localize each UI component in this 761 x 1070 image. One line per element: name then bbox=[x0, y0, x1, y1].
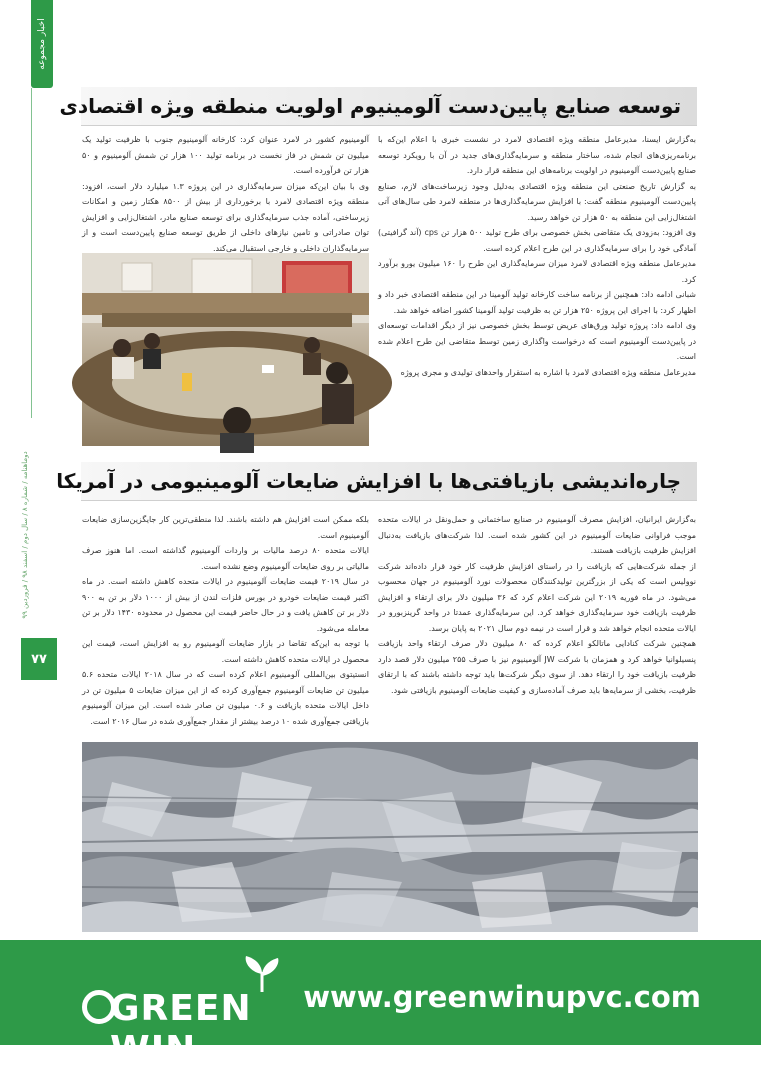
article2-title: چاره‌اندیشی بازیافتی‌ها با افزایش ضایعات آلومینیومی در آمریکا bbox=[56, 469, 681, 493]
paragraph: شبانی ادامه داد: همچنین از برنامه ساخت کارخانه تولید آلومینا در این منطقه اقتصادی خبر داد و اظهار کرد: با اجرای این پروژه ۲۵۰ هزار تن به ظرفیت تولید آلومینا کشور اضافه خواهد شد. bbox=[378, 290, 696, 315]
paragraph: در سال ۲۰۱۹ قیمت ضایعات آلومینیوم در ایالات متحده کاهش داشته است. در ماه اکتبر قیمت ضایعات خودرو در بورس فلزات لندن از بیش از ۱۰۰۰ دلار بر تن به ۹۰۰ دلار بر تن کاهش یافت و در حال حاضر قیمت این محصول در محدوده ۱۴۳۰ دلار بر تن معامله می‌شود. bbox=[82, 577, 369, 633]
paragraph: وی با بیان این‌که میزان سرمایه‌گذاری در این پروژه ۱.۳ میلیارد دلار است، افزود: منطقه ویژه اقتصادی لامرد با برخورداری از بیش از ۸۵۰۰ هکتار زمین و امکانات زیرساختی، آماده جذب سرمایه‌گذاری برای توسعه صنایع مادر، اشتغال‌زایی و افزایش توان صادراتی و تامین نیازهای داخلی از طریق توسعه صنایع پایین‌دست است و از سرمایه‌گذاران داخلی و خارجی استقبال می‌کند. bbox=[82, 181, 369, 253]
issue-note bbox=[18, 430, 32, 640]
website-url[interactable]: www.greenwinupvc.com bbox=[303, 980, 701, 1014]
paragraph: به‌گزارش ایسنا، مدیرعامل منطقه ویژه اقتصادی لامرد در نشست خبری با اعلام این‌که با برنامه‌ریزی‌های انجام شده، ساختار منطقه و سرمایه‌گذاری‌های جدید در آن با رویکرد توسعه صنایع پایین‌دست آلومینیوم در اولویت برنامه‌های این منطقه قرار دارد. bbox=[378, 135, 696, 175]
brand-logo bbox=[82, 958, 302, 1070]
paragraph: آلومینیوم کشور در لامرد عنوان کرد: کارخانه آلومینیوم جنوب با ظرفیت تولید یک میلیون تن شمش در فاز نخست در برنامه تولید ۱۰۰ هزار تن شمش آلومینیوم و ۵۰ هزار تن فرآورده است. bbox=[82, 135, 369, 175]
paragraph: بلکه ممکن است افزایش هم داشته باشند. لذا منطقی‌ترین کار جایگزین‌سازی ضایعات آلومینیوم است. bbox=[82, 515, 369, 540]
article1-title: توسعه صنایع پایین‌دست آلومینیوم اولویت منطقه ویژه اقتصادی bbox=[59, 94, 681, 118]
scrap-aluminum-illustration bbox=[82, 742, 698, 932]
page-number: ۷۷ bbox=[21, 638, 57, 680]
article1-title-bar bbox=[59, 87, 697, 126]
paragraph: وی ادامه داد: پروژه تولید ورق‌های عریض توسط بخش خصوصی نیز از دیگر اقدامات توسعه‌ای در پایین‌دست آلومینیوم است که درخواست واگذاری زمین توسط متقاضی این طرح اعلام شده است. bbox=[378, 321, 696, 361]
paragraph: مدیرعامل منطقه ویژه اقتصادی لامرد میزان سرمایه‌گذاری این طرح را ۱۶۰ میلیون یورو برآورد کرد. bbox=[378, 259, 696, 284]
advertisement-banner bbox=[0, 940, 761, 1070]
paragraph: با توجه به این‌که تقاضا در بازار ضایعات آلومینیوم رو به افزایش است، قیمت این محصول در ایالات متحده کاهش داشته است. bbox=[82, 639, 369, 664]
section-tab-label: اخبار مجموعه bbox=[37, 18, 47, 70]
meeting-photo bbox=[82, 253, 369, 446]
paragraph: ایالات متحده ۸۰ درصد مالیات بر واردات آلومینیوم گذاشته است. اما هنوز صرف مالیاتی بر روی ضایعات آلومینیوم وضع نشده است. bbox=[82, 546, 369, 571]
scrap-aluminum-photo bbox=[82, 742, 698, 932]
brand-name: GREEN WIN bbox=[110, 988, 252, 1070]
article2-title-bar bbox=[56, 462, 697, 501]
article2-left-column bbox=[82, 512, 369, 737]
paragraph: به‌گزارش ایرانیان، افزایش مصرف آلومینیوم در صنایع ساختمانی و حمل‌ونقل در ایالات متحده موجب فراوانی ضایعات آلومینیوم در این کشور شده است. لذا شرکت‌های بازیافت به‌دنبال افزایش ظرفیت بازیافت هستند. bbox=[378, 515, 696, 555]
paragraph: انستیتوی بین‌المللی آلومینیوم اعلام کرده است که در سال ۲۰۱۸ ایالات متحده ۵.۶ میلیون تن ضایعات آلومینیوم جمع‌آوری کرده که از این میزان ضایعات ۵ میلیون تن در داخل ایالات متحده بازیافت و ۰.۶ میلیون تن صادر شده است. این میزان آلومینیوم بازیافتی جمع‌آوری شده ۱۰ درصد بیشتر از مقدار جمع‌آوری شده در سال ۲۰۱۶ است. bbox=[82, 670, 370, 726]
article1-right-column bbox=[378, 132, 696, 444]
paragraph: از جمله شرکت‌هایی که بازیافت را در راستای افزایش ظرفیت کار خود قرار داده‌اند شرکت نوولیس است که یکی از بزرگترین تولیدکنندگان محصولات نورد آلومینیوم در جهان محسوب می‌شود. در ماه فوریه ۲۰۱۹ این شرکت اعلام کرد که ۳۶ میلیون دلار برای ارتقاء و افزایش ظرفیت بازیافت خود سرمایه‌گذاری خواهد کرد. این سرمایه‌گذاری عمدتا در واحد گرینزبورو در ایالات متحده انجام خواهد شد و قرار است در نیمه دوم سال ۲۰۲۱ به پایان برسد. bbox=[378, 561, 697, 633]
paragraph: وی افزود: به‌زودی یک متقاضی بخش خصوصی برای طرح تولید ۵۰۰ هزار تن cps (آند گرافیتی) آمادگی خود را برای سرمایه‌گذاری در این طرح اعلام کرده است. bbox=[378, 228, 696, 253]
issue-note-text: دوماهنامه / شماره ۸ / سال دوم / اسفند ۹۸ / فروردین ۹۹ bbox=[21, 451, 29, 619]
article1-left-column bbox=[82, 132, 369, 253]
meeting-photo-illustration bbox=[82, 253, 369, 446]
paragraph: مدیرعامل منطقه ویژه اقتصادی لامرد با اشاره به استقرار واحدهای تولیدی و مجری پروژه bbox=[400, 367, 696, 377]
side-divider bbox=[31, 88, 32, 418]
article2-right-column bbox=[378, 512, 696, 737]
paragraph: به گزارش تاریخ صنعتی این منطقه ویژه اقتصادی به‌دلیل وجود زیرساخت‌های لازم، صنایع پایین‌دست آلومینیوم منطقه گفت: با افزایش سرمایه‌گذاری‌ها در منطقه لامرد طی سال‌های آتی اشتغال‌زایی این منطقه به ۵۰ هزار تن خواهد رسید. bbox=[378, 181, 696, 222]
paragraph: همچنین شرکت کنادایی ماتالکو اعلام کرده که ۸۰ میلیون دلار صرف ارتقاء واحد بازیافت پنسیلوانیا خواهد کرد و همزمان با شرکت JW آلومینیوم نیز با صرف ۲۵۵ میلیون دلار قصد دارد ظرفیت بازیافت خود را ارتقاء دهد. از سوی دیگر شرکت‌ها باید توجه داشته باشند که با ارتقای ظرفیت، بخشی از سرمایه‌ها باید صرف آماده‌سازی و کیفیت ضایعات آلومینیوم بازیافتی شود. bbox=[378, 639, 696, 695]
section-tab bbox=[31, 0, 53, 88]
